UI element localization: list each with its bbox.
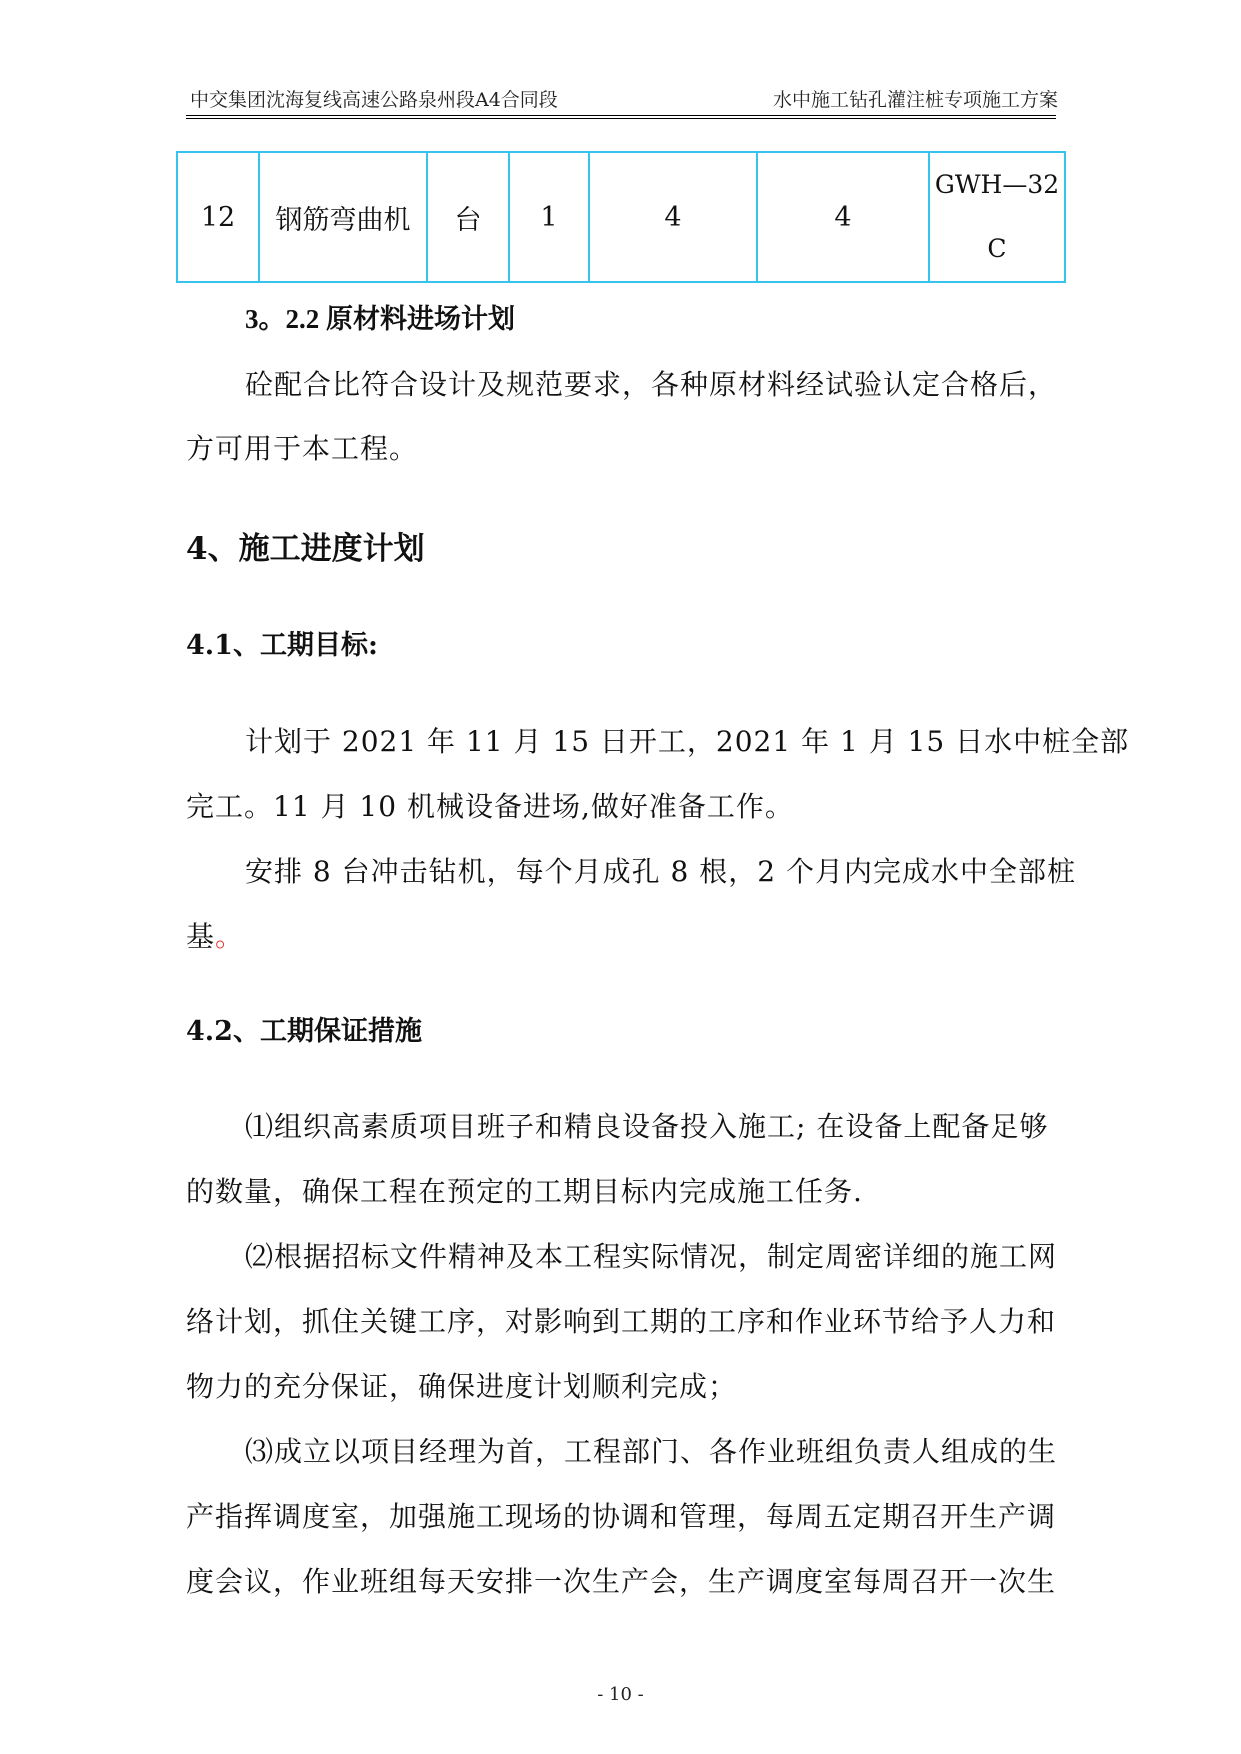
model-line: GWH—32 xyxy=(934,170,1060,199)
paragraph-line: 方可用于本工程。 xyxy=(186,432,419,465)
section-heading: 4.1、工期目标: xyxy=(186,630,378,661)
cell-value: 4 xyxy=(757,152,929,282)
cell-no: 12 xyxy=(177,152,259,282)
list-item-line: 产指挥调度室，加强施工现场的协调和管理，每周五定期召开生产调 xyxy=(186,1500,1057,1533)
header-rule xyxy=(186,115,1056,116)
revision-mark: 。 xyxy=(215,920,245,953)
chapter-heading: 4、施工进度计划 xyxy=(186,531,425,567)
table-row xyxy=(177,152,1065,282)
cell-name: 钢筋弯曲机 xyxy=(259,152,427,282)
list-item-line: 的数量，确保工程在预定的工期目标内完成施工任务. xyxy=(186,1175,863,1208)
header-left: 中交集团沈海复线高速公路泉州段A4合同段 xyxy=(190,89,558,111)
cell-unit: 台 xyxy=(427,152,509,282)
list-item-line: 络计划，抓住关键工序，对影响到工期的工序和作业环节给予人力和 xyxy=(186,1305,1057,1338)
cell-quantity: 1 xyxy=(509,152,589,282)
list-item-line: ⑶成立以项目经理为首，工程部门、各作业班组负责人组成的生 xyxy=(245,1435,1058,1468)
paragraph-line: 砼配合比符合设计及规范要求，各种原材料经试验认定合格后， xyxy=(245,368,1058,401)
paragraph-line xyxy=(186,918,244,956)
page-number: - 10 - xyxy=(597,1684,644,1705)
paragraph-line: 安排 8 台冲击钻机，每个月成孔 8 根，2 个月内完成水中全部桩 xyxy=(245,855,1076,888)
paragraph-line: 计划于 2021 年 11 月 15 日开工，2021 年 1 月 15 日水中桩全部 xyxy=(245,725,1130,758)
list-item-line: 物力的充分保证，确保进度计划顺利完成； xyxy=(186,1370,738,1403)
section-heading: 3。2.2 原材料进场计划 xyxy=(245,304,515,334)
list-item-line: ⑴组织高素质项目班子和精良设备投入施工; 在设备上配备足够 xyxy=(245,1110,1049,1143)
section-heading: 4.2、工期保证措施 xyxy=(186,1016,422,1047)
header-rule xyxy=(186,118,1056,119)
cell-value: 4 xyxy=(589,152,757,282)
header-right: 水中施工钻孔灌注桩专项施工方案 xyxy=(772,89,1058,111)
text-run: 基 xyxy=(186,920,216,953)
paragraph-line: 完工。11 月 10 机械设备进场,做好准备工作。 xyxy=(186,790,794,823)
list-item-line: ⑵根据招标文件精神及本工程实际情况，制定周密详细的施工网 xyxy=(245,1240,1058,1273)
list-item-line: 度会议，作业班组每天安排一次生产会，生产调度室每周召开一次生 xyxy=(186,1565,1057,1598)
cell-model xyxy=(929,152,1065,282)
model-line: C xyxy=(987,234,1007,263)
equipment-table xyxy=(176,151,1066,283)
